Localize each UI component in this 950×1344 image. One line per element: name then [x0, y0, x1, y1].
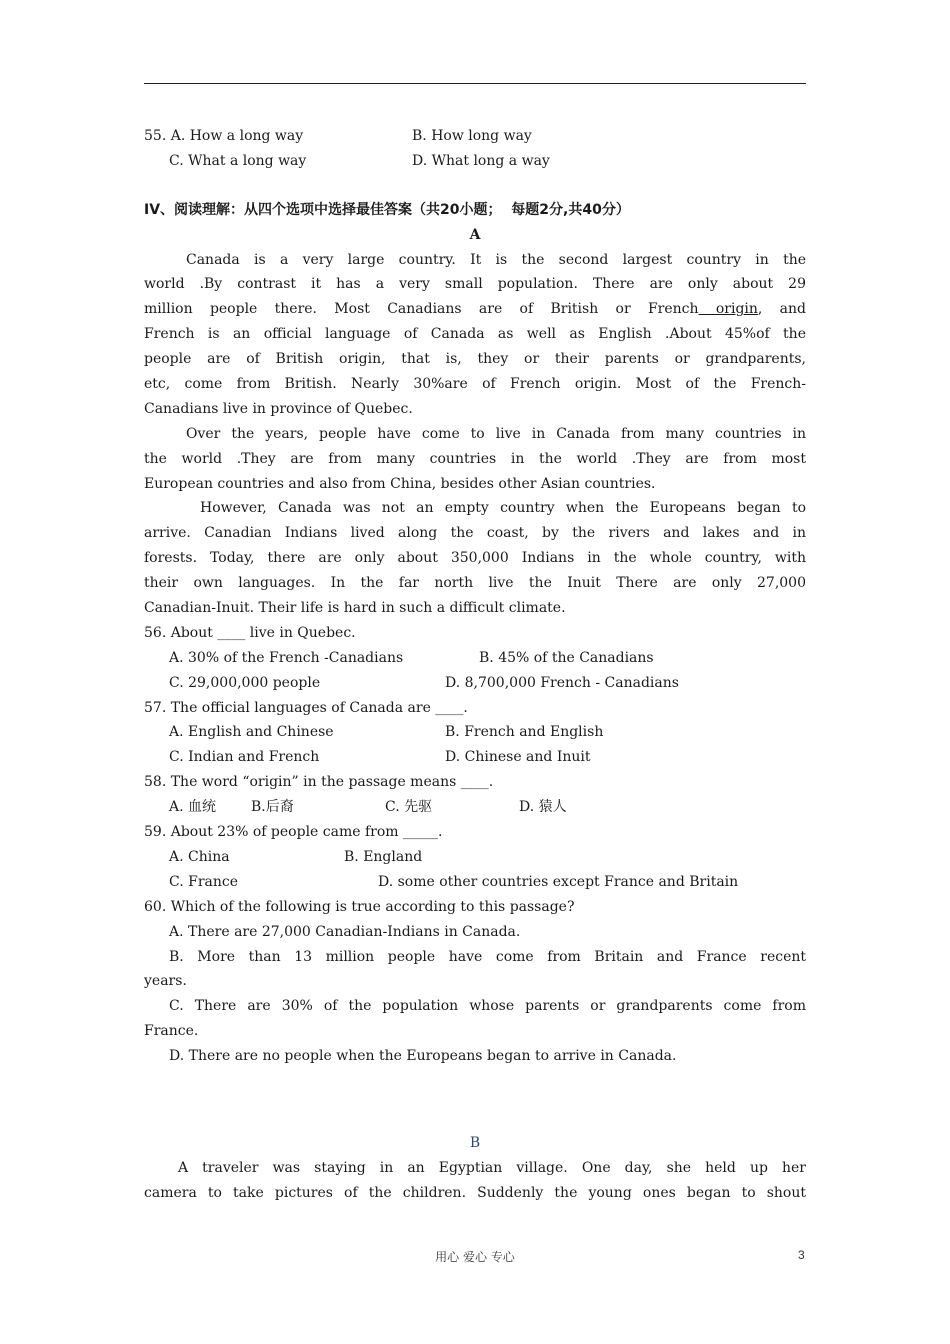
passage-a-p1-line: Canada is a very large country. It is the second largest country in the [186, 251, 806, 268]
q57-option-b: B. French and English [445, 724, 604, 741]
passage-b-label: B [469, 1134, 481, 1151]
q59-stem: 59. About 23% of people came from _____. [144, 824, 443, 841]
passage-a-p3-line: However, Canada was not an empty country when the Europeans began to [200, 500, 806, 517]
q57-row2 [144, 745, 806, 770]
passage-a-p1-line: etc, come from British. Nearly 30%are of French origin. Most of the French- [144, 376, 806, 393]
q58-option-d: D. 猿人 [519, 799, 567, 816]
q56-row2 [144, 671, 806, 696]
q55-option-a: 55. A. How a long way [144, 128, 304, 144]
passage-a-p1-line: people are of British origin, that is, they or their parents or grandparents, [144, 351, 806, 368]
passage-a-label: A [469, 226, 481, 243]
q58-stem: 58. The word “origin” in the passage means ____. [144, 774, 494, 791]
origin-underlined-word: origin [698, 301, 758, 318]
section-title: IV、阅读理解：从四个选项中选择最佳答案（共20小题； 每题2分,共40分） [144, 201, 630, 218]
passage-a-p2-line: Over the years, people have come to live in Canada from many countries in [186, 425, 806, 442]
q55-option-b: B. How long way [412, 128, 532, 144]
q60-option-c-cont: France. [144, 1023, 199, 1040]
spacer [144, 1069, 806, 1131]
spacer [144, 174, 806, 198]
passage-a-p3-line: Canadian-Inuit. Their life is hard in such a difficult climate. [144, 600, 566, 617]
q57-option-a: A. English and Chinese [169, 724, 334, 741]
page-content [144, 124, 806, 1206]
passage-a-p3-line: arrive. Canadian Indians lived along the coast, by the rivers and lakes and in [144, 525, 806, 542]
q60-stem: 60. Which of the following is true according to this passage? [144, 898, 575, 915]
passage-a-p1-tail: , and [757, 301, 806, 318]
q55-option-d: D. What long a way [412, 152, 550, 169]
q60-option-c: C. There are 30% of the population whose parents or grandparents come from [169, 998, 806, 1015]
passage-a-p1-text: million people there. Most Canadians are of British or French [144, 301, 699, 318]
q56-row1 [144, 646, 806, 671]
passage-b-line: camera to take pictures of the children. Suddenly the young ones began to shout [144, 1184, 806, 1201]
q56-stem: 56. About ____ live in Quebec. [144, 624, 356, 641]
footer-text: 用心 爱心 专心 [435, 1250, 515, 1264]
q59-option-b: B. England [344, 848, 423, 865]
passage-a-p1-line: Canadians live in province of Quebec. [144, 400, 413, 417]
header-rule [144, 83, 806, 84]
q57-option-d: D. Chinese and Inuit [445, 749, 591, 766]
q59-row1 [144, 845, 806, 870]
q59-option-d: D. some other countries except France and Britain [378, 873, 739, 890]
passage-a-p1-line: world .By contrast it has a very small population. There are only about 29 [144, 276, 806, 293]
q58-option-b: B.后裔 [251, 799, 294, 816]
q55-option-c: C. What a long way [169, 152, 307, 169]
q59-row2 [144, 870, 806, 895]
passage-a-p1-line [144, 297, 806, 322]
passage-a-p3-line: their own languages. In the far north live the Inuit There are only 27,000 [144, 575, 806, 592]
passage-b-line: A traveler was staying in an Egyptian village. One day, she held up her [178, 1159, 806, 1176]
q58-option-c: C. 先驱 [385, 799, 433, 816]
q59-option-c: C. France [169, 873, 239, 890]
q58-row [144, 795, 806, 820]
q57-stem: 57. The official languages of Canada are ____. [144, 699, 468, 716]
q56-option-b: B. 45% of the Canadians [479, 649, 654, 666]
passage-a-p1-line: French is an official language of Canada as well as English .About 45%of the [144, 326, 806, 343]
passage-a-p2-line: European countries and also from China, besides other Asian countries. [144, 475, 656, 492]
q55-row1 [144, 124, 806, 149]
q57-option-c: C. Indian and French [169, 749, 320, 766]
q56-option-d: D. 8,700,000 French - Canadians [445, 674, 679, 691]
q55-row2 [144, 149, 806, 174]
q59-option-a: A. China [169, 848, 230, 865]
q58-option-a: A. 血统 [169, 799, 217, 816]
q60-option-b-cont: years. [144, 973, 187, 990]
q60-option-d: D. There are no people when the Europeans began to arrive in Canada. [169, 1048, 677, 1065]
q60-option-b: B. More than 13 million people have come from Britain and France recent [169, 948, 806, 965]
page-number: 3 [798, 1248, 805, 1262]
q60-option-a: A. There are 27,000 Canadian-Indians in Canada. [169, 923, 521, 940]
q56-option-c: C. 29,000,000 people [169, 674, 321, 691]
q56-option-a: A. 30% of the French -Canadians [169, 649, 404, 666]
passage-a-p2-line: the world .They are from many countries in the world .They are from most [144, 450, 806, 467]
q57-row1 [144, 720, 806, 745]
passage-a-p3-line: forests. Today, there are only about 350,000 Indians in the whole country, with [144, 550, 806, 567]
